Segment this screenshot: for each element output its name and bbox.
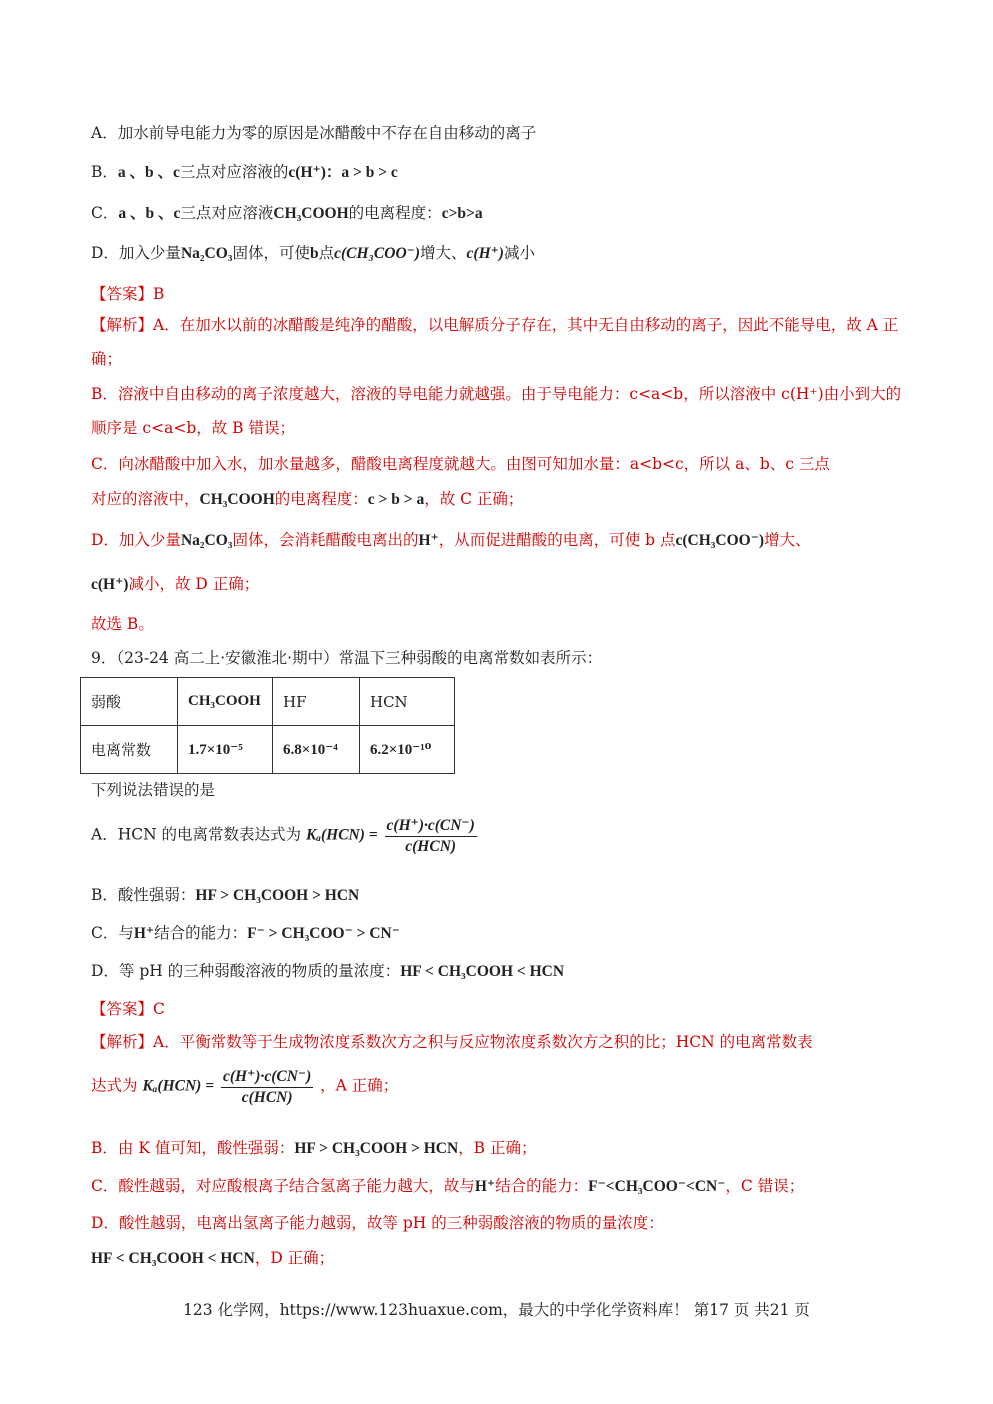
q8-option-d-point: b <box>309 245 319 262</box>
q9-option-b-text: B．酸性强弱： <box>91 886 196 904</box>
q9-exp-a-text3: ，A 正确； <box>320 1076 399 1095</box>
q8-exp-d-hplus: H⁺ <box>418 532 439 549</box>
q9-stem: 9．（23-24 高二上·安徽淮北·期中）常温下三种弱酸的电离常数如表所示： <box>91 649 603 667</box>
q8-option-b-formula: c(H⁺)：a > b > c <box>288 164 398 181</box>
q8-exp-d-text1: D．加入少量 <box>91 531 181 549</box>
table-cell: 6.2×10⁻¹⁰ <box>360 726 455 774</box>
q9-exp-d-formula: HF < CH₃COOH < HCN <box>91 1250 255 1267</box>
q9-exp-c-formula: F⁻<CH₃COO⁻<CN⁻ <box>588 1178 726 1195</box>
table-cell: CH₃COOH <box>178 678 273 726</box>
q9-explanation-a-line2 <box>91 1066 398 1107</box>
q8-option-b-label: B． <box>91 163 118 181</box>
fraction-denominator: c(HCN) <box>241 1089 293 1106</box>
q9-option-c-text1: C．与 <box>91 924 134 942</box>
q9-option-b-formula: HF > CH₃COOH > HCN <box>195 887 360 904</box>
q8-option-d-formula3: c(H⁺) <box>466 245 504 262</box>
q9-option-d <box>91 959 564 981</box>
q9-explanation-d-line1: D．酸性越弱，电离出氢离子能力越弱，故等 pH 的三种弱酸溶液的物质的量浓度： <box>91 1214 664 1232</box>
q8-option-d-text4: 减小 <box>503 244 535 262</box>
q9-explanation-d-line2 <box>91 1246 334 1268</box>
q8-exp-d-text4: 增大、 <box>764 531 811 549</box>
q8-exp-c-text3: ，故 C 正确； <box>424 490 524 508</box>
q9-explanation-a-line1 <box>91 1030 813 1052</box>
table-cell: 电离常数 <box>81 726 178 774</box>
table-row <box>81 678 455 726</box>
q8-exp-d-text3: ，从而促进醋酸的电离，可使 b 点 <box>438 531 676 549</box>
q8-exp-c-order: c > b > a <box>367 491 425 508</box>
q9-exp-c-text2: 结合的能力： <box>495 1177 589 1195</box>
q9-exp-a-fraction <box>221 1066 313 1107</box>
q9-exp-b-formula: HF > CH₃COOH > HCN <box>294 1140 459 1157</box>
q9-exp-c-text1: C．酸性越弱，对应酸根离子结合氢离子能力越大，故与 <box>91 1177 475 1195</box>
q9-option-b <box>91 883 359 905</box>
q8-option-a: A．加水前导电能力为零的原因是冰醋酸中不存在自由移动的离子 <box>91 124 537 142</box>
q8-exp-d-text2: 固体，会消耗醋酸电离出的 <box>232 531 419 549</box>
q8-explanation-a-text: A．在加水以前的冰醋酸是纯净的醋酸，以电解质分子存在，其中无自由移动的离子，因此不能导电，故 A 正确； <box>91 316 899 368</box>
q9-option-c-text2: 结合的能力： <box>154 924 248 942</box>
fraction-numerator: c(H⁺)·c(CN⁻) <box>385 815 477 837</box>
q8-option-d-text3: 增大、 <box>420 244 467 262</box>
page-footer: 123 化学网，https://www.123huaxue.com，最大的中学化学资料库！ 第17 页 共21 页 <box>183 1301 810 1319</box>
q9-exp-a-lhs: Kₐ(HCN) = <box>142 1077 215 1095</box>
q9-exp-b-text1: B．由 K 值可知，酸性强弱： <box>91 1139 295 1157</box>
q9-exp-b-text2: ，B 正确； <box>458 1139 537 1157</box>
q9-option-c-formula: F⁻ > CH₃COO⁻ > CN⁻ <box>247 925 400 942</box>
q9-option-d-text: D．等 pH 的三种弱酸溶液的物质的量浓度： <box>91 962 401 980</box>
q9-option-a-text: A．HCN 的电离常数表达式为 <box>91 825 302 844</box>
q8-option-d-text2: 点 <box>318 244 335 262</box>
q9-constants-table <box>80 677 455 774</box>
q8-exp-d-formula3: c(H⁺) <box>91 576 129 593</box>
q9-exp-a-text2: 达式为 <box>91 1076 138 1095</box>
q8-option-d-formula2: c(CH₃COO⁻) <box>334 245 421 262</box>
q8-option-c-label: C． <box>91 204 119 222</box>
q8-option-c-formula: CH₃COOH <box>273 205 349 222</box>
table-row <box>81 726 455 774</box>
q8-option-b-text: 三点对应溶液的 <box>179 163 289 181</box>
q8-explanation-b: B．溶液中自由移动的离子浓度越大，溶液的导电能力就越强。由于导电能力：c<a<b，所以溶液中 c(H⁺)由小到大的顺序是 c<a<b，故 B 错误； <box>91 385 902 437</box>
q9-explanation-b <box>91 1136 536 1158</box>
q9-option-a-lhs: Kₐ(HCN) = <box>306 826 378 844</box>
q9-prompt: 下列说法错误的是 <box>91 781 216 799</box>
q8-explanation-c-line2 <box>91 487 523 509</box>
q8-answer: 【答案】B <box>91 285 165 303</box>
q9-option-a <box>91 815 479 856</box>
q8-exp-c-text1: 对应的溶液中， <box>91 490 200 508</box>
q8-option-c <box>91 201 483 223</box>
q9-explanation-c <box>91 1174 804 1196</box>
q8-explanation-c-line1: C．向冰醋酸中加入水，加水量越多，醋酸电离程度就越大。由图可知加水量：a<b<c，所以 a、b、c 三点 <box>91 455 830 473</box>
fraction-numerator: c(H⁺)·c(CN⁻) <box>221 1066 313 1088</box>
table-cell: 6.8×10⁻⁴ <box>273 726 360 774</box>
q9-explanation-tag: 【解析】 <box>91 1033 154 1051</box>
q9-option-c-hplus: H⁺ <box>133 925 155 942</box>
q8-option-d-label: D．加入少量 <box>91 244 181 262</box>
q8-option-c-order: c>b>a <box>441 205 483 222</box>
q8-option-c-text2: 的电离程度： <box>348 204 442 222</box>
q8-exp-d-text5: 减小，故 D 正确； <box>128 575 260 593</box>
q8-exp-c-formula: CH₃COOH <box>199 491 275 508</box>
q9-exp-c-text3: ，C 错误； <box>725 1177 805 1195</box>
q9-exp-d-text: ，D 正确； <box>254 1249 335 1267</box>
q8-option-b <box>91 160 398 182</box>
q9-exp-a-text1: A．平衡常数等于生成物浓度系数次方之积与反应物浓度系数次方之积的比；HCN 的电离常数表 <box>153 1033 813 1051</box>
q8-explanation-tag: 【解析】 <box>91 316 154 334</box>
q8-conclusion: 故选 B。 <box>91 615 154 633</box>
table-cell: HCN <box>360 678 455 726</box>
q8-option-c-text: 三点对应溶液 <box>180 204 274 222</box>
table-cell: 弱酸 <box>81 678 178 726</box>
q8-option-d-formula1: Na₂CO₃ <box>180 245 233 262</box>
q9-exp-c-hplus: H⁺ <box>474 1178 496 1195</box>
q9-answer: 【答案】C <box>91 1000 165 1018</box>
q9-option-a-fraction <box>385 815 477 856</box>
q8-option-c-points: a 、b 、c <box>118 205 181 222</box>
q9-option-c <box>91 921 400 943</box>
q8-explanation-d-line2 <box>91 572 259 594</box>
fraction-denominator: c(HCN) <box>405 838 457 855</box>
q8-exp-d-formula1: Na₂CO₃ <box>180 532 233 549</box>
q8-exp-d-formula2: c(CH₃COO⁻) <box>675 532 765 549</box>
q8-exp-c-text2: 的电离程度： <box>274 490 368 508</box>
q8-explanation-a <box>91 308 911 376</box>
q8-option-b-points: a 、b 、c <box>117 164 180 181</box>
q8-option-d <box>91 241 535 263</box>
table-cell: HF <box>273 678 360 726</box>
q8-option-d-text1: 固体，可使 <box>232 244 310 262</box>
q9-option-d-formula: HF < CH₃COOH < HCN <box>400 963 565 980</box>
table-cell: 1.7×10⁻⁵ <box>178 726 273 774</box>
q8-explanation-d-line1 <box>91 528 811 550</box>
